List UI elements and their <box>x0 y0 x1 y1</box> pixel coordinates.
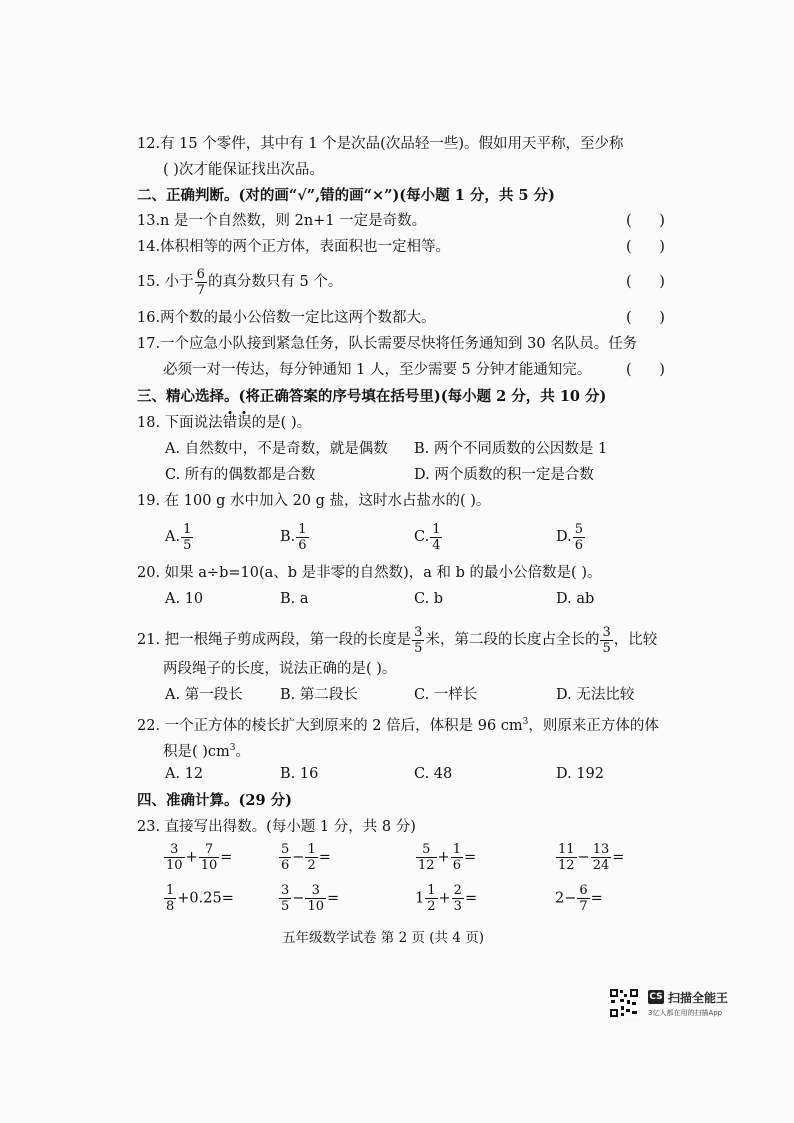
q13: 13.n 是一个自然数，则 2n+1 一定是奇数。 <box>137 213 427 229</box>
calc-item-3[interactable]: $\frac{5}{12}$ + $\frac{1}{6}$ = <box>418 842 477 873</box>
q17-line1: 17.一个应急小队接到紧急任务，队长需要尽快将任务通知到 30 名队员。任务 <box>137 336 638 352</box>
q21-fraction-2: $\frac{3}{5}$ <box>602 624 611 656</box>
section4-title: 四、准确计算。(29 分) <box>137 792 292 809</box>
q20-option-d[interactable]: D. ab <box>556 591 595 607</box>
q21-line2: 两段绳子的长度，说法正确的是( )。 <box>163 661 397 677</box>
q21-line1: 21. 把一根绳子剪成两段，第一段的长度是 $\frac{3}{5}$ 米，第二段的长度占全长的 $\frac{3}{5}$ ，比较 <box>137 624 658 656</box>
q16-answer-paren[interactable]: ( ) <box>626 310 665 326</box>
q22-option-c[interactable]: C. 48 <box>414 766 453 782</box>
calc-item-7[interactable]: 1 $\frac{1}{2}$ + $\frac{2}{3}$ = <box>415 883 478 914</box>
section3-title: 三、精心选择。(将正确答案的序号填在括号里)(每小题 2 分，共 10 分) <box>137 388 607 405</box>
q17-line2: 必须一对一传达，每分钟通知 1 人，至少需要 5 分钟才能通知完。 <box>163 362 592 378</box>
q20-option-c[interactable]: C. b <box>414 591 444 607</box>
q22-line2: 积是( )$cm^3$。 <box>163 743 251 760</box>
emphasis-dot: 误 <box>237 415 252 431</box>
q19-option-c[interactable]: C. $\frac{1}{4}$ <box>414 521 441 553</box>
q20-option-a[interactable]: A. 10 <box>165 591 204 607</box>
q14-answer-paren[interactable]: ( ) <box>626 239 665 255</box>
camscanner-slogan: 3亿人都在用的扫描App <box>648 1009 723 1017</box>
calc-item-4[interactable]: $\frac{11}{12}$ − $\frac{13}{24}$ = <box>558 842 625 873</box>
q21-option-c[interactable]: C. 一样长 <box>414 687 478 703</box>
q19-stem: 19. 在 100 g 水中加入 20 g 盐，这时水占盐水的( )。 <box>137 493 491 509</box>
q21-fraction-1: $\frac{3}{5}$ <box>414 624 423 656</box>
q19-option-a[interactable]: A. $\frac{1}{5}$ <box>165 521 192 553</box>
camscanner-name: 扫描全能王 <box>668 991 729 1005</box>
q18-option-a[interactable]: A. 自然数中，不是奇数，就是偶数 <box>165 441 388 457</box>
q20-stem: 20. 如果 a÷b=10(a、b 是非零的自然数)，a 和 b 的最小公倍数是( )。 <box>137 565 602 581</box>
qr-code-icon <box>609 988 639 1018</box>
calc-item-1[interactable]: $\frac{3}{10}$ + $\frac{7}{10}$ = <box>166 842 233 873</box>
q13-answer-paren[interactable]: ( ) <box>626 213 665 229</box>
q15-fraction: $\frac{6}{7}$ <box>196 266 205 298</box>
q17-answer-paren[interactable]: ( ) <box>626 362 665 378</box>
q18-option-d[interactable]: D. 两个质数的积一定是合数 <box>414 467 594 483</box>
q21-option-d[interactable]: D. 无法比较 <box>556 687 635 703</box>
q18-stem: 18. 下面说法错误的是( )。 <box>137 415 312 431</box>
q12-line2: ( )次才能保证找出次品。 <box>163 162 324 178</box>
calc-item-6[interactable]: $\frac{3}{5}$ − $\frac{3}{10}$ = <box>281 883 340 914</box>
q19-option-d[interactable]: D. $\frac{5}{6}$ <box>556 521 583 553</box>
q21-option-a[interactable]: A. 第一段长 <box>165 687 243 703</box>
q18-option-c[interactable]: C. 所有的偶数都是合数 <box>165 467 316 483</box>
q20-option-b[interactable]: B. a <box>280 591 309 607</box>
q21-option-b[interactable]: B. 第二段长 <box>280 687 358 703</box>
q14: 14.体积相等的两个正方体，表面积也一定相等。 <box>137 239 451 255</box>
q12-line1: 12.有 15 个零件，其中有 1 个是次品(次品轻一些)。假如用天平称，至少称 <box>137 136 624 152</box>
section2-title: 二、正确判断。(对的画“√”,错的画“×”)(每小题 1 分，共 5 分) <box>137 187 555 204</box>
q22-option-b[interactable]: B. 16 <box>280 766 319 782</box>
q19-option-b[interactable]: B. $\frac{1}{6}$ <box>280 521 307 553</box>
calc-item-8[interactable]: 2− $\frac{6}{7}$ = <box>555 883 603 914</box>
q23-stem: 23. 直接写出得数。(每小题 1 分，共 8 分) <box>137 819 416 835</box>
calc-item-2[interactable]: $\frac{5}{6}$ − $\frac{1}{2}$ = <box>281 842 331 873</box>
q15: 15. 小于 $\frac{6}{7}$ 的真分数只有 5 个。 <box>137 266 343 298</box>
emphasis-dot: 错 <box>222 415 238 431</box>
calc-item-5[interactable]: $\frac{1}{8}$ +0.25= <box>166 883 234 914</box>
q16: 16.两个数的最小公倍数一定比这两个数都大。 <box>137 310 436 326</box>
camscanner-logo: CS <box>649 992 663 1002</box>
q22-line1: 22. 一个正方体的棱长扩大到原来的 2 倍后，体积是 96 $cm^3$，则原来正方体的体 <box>137 717 659 734</box>
q15-answer-paren[interactable]: ( ) <box>626 274 665 290</box>
q22-option-a[interactable]: A. 12 <box>165 766 204 782</box>
q22-option-d[interactable]: D. 192 <box>556 766 605 782</box>
q18-option-b[interactable]: B. 两个不同质数的公因数是 1 <box>414 441 608 457</box>
page-footer: 五年级数学试卷 第 2 页 (共 4 页) <box>282 930 484 946</box>
